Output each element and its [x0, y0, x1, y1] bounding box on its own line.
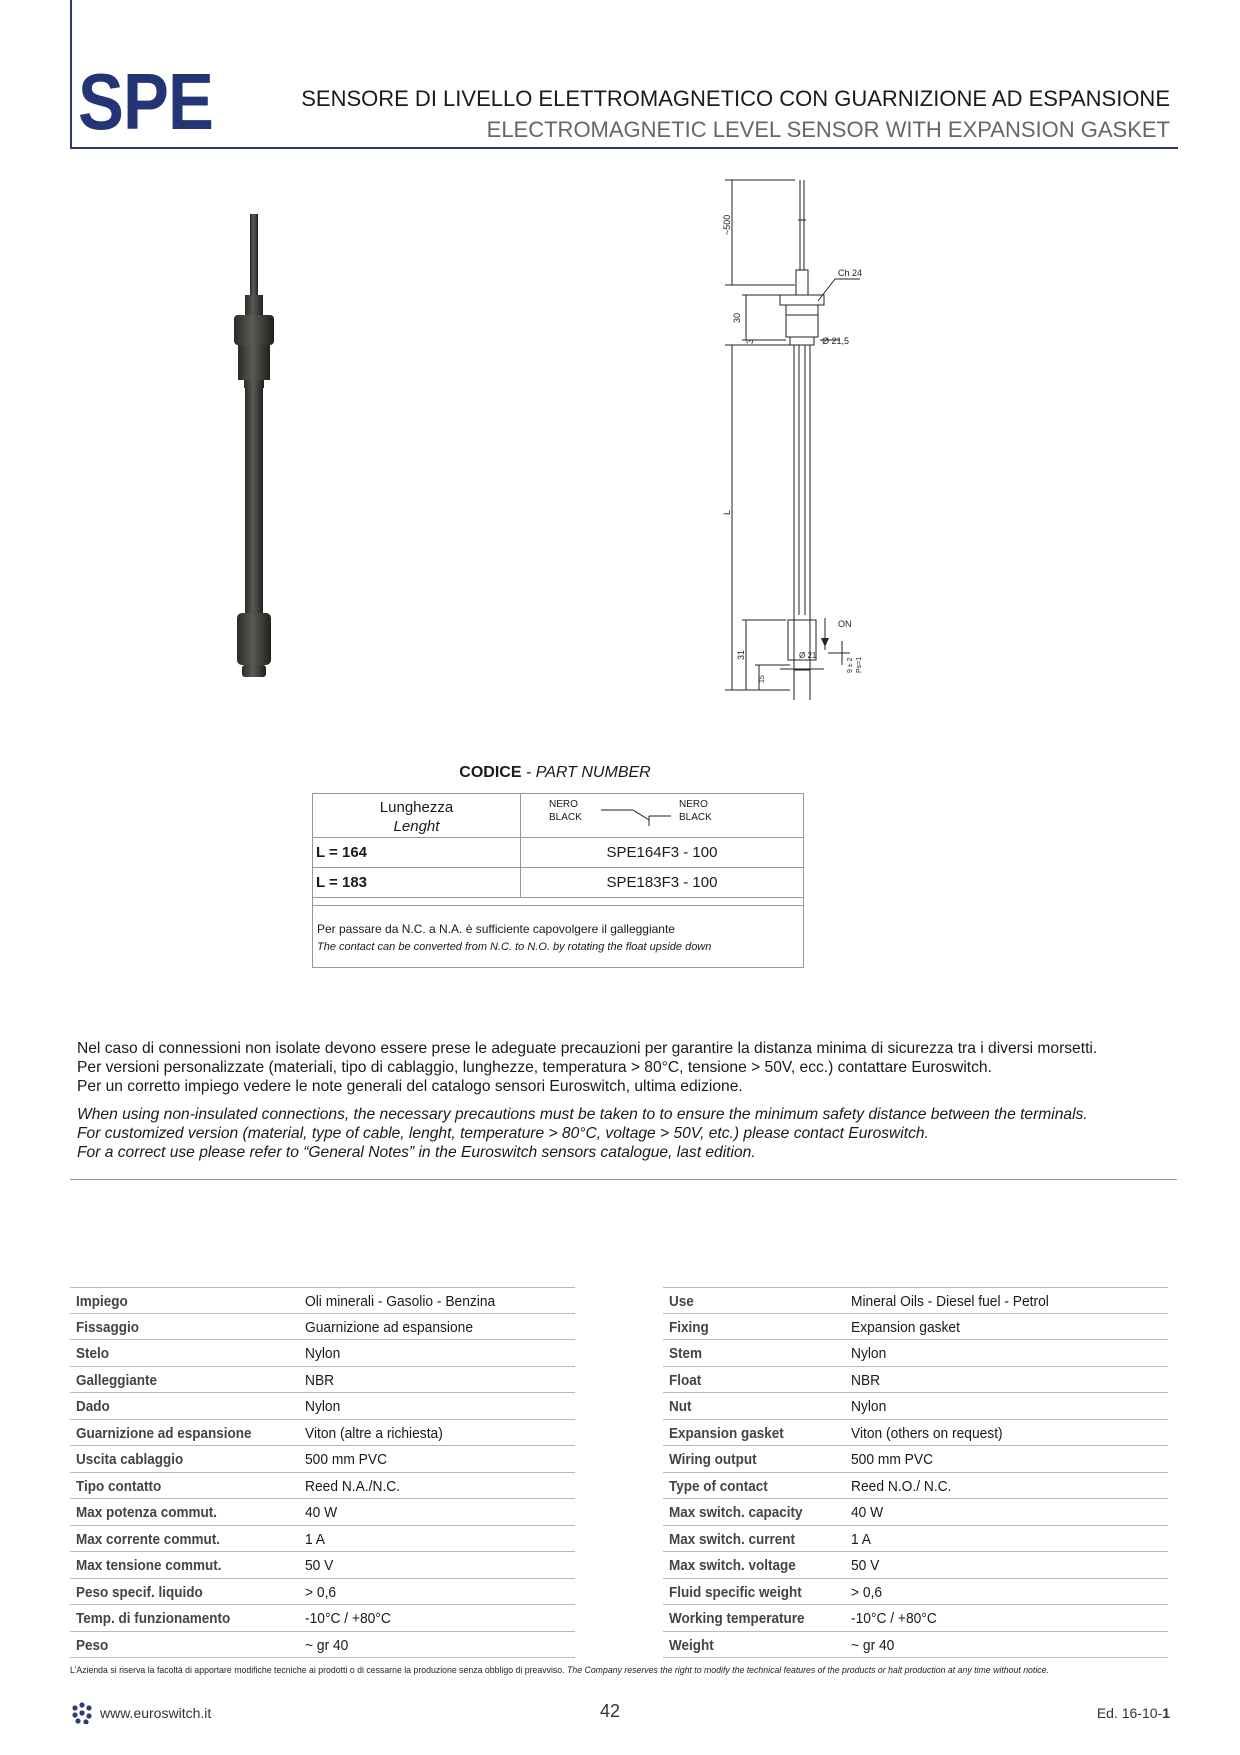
wiring-header [521, 794, 803, 837]
spec-label: Type of contact [669, 1477, 768, 1495]
spec-value: 40 W [305, 1504, 338, 1521]
spec-value: Oli minerali - Gasolio - Benzina [305, 1293, 496, 1310]
spec-label: Galleggiante [76, 1371, 158, 1389]
table-row [313, 838, 803, 868]
spec-value: Nylon [851, 1345, 887, 1362]
spec-label: Temp. di funzionamento [76, 1610, 231, 1627]
spec-label: Max corrente commut. [76, 1530, 221, 1548]
spec-row [70, 1393, 575, 1420]
spec-value: Viton (others on request) [851, 1424, 1003, 1442]
spec-label: Nut [669, 1398, 692, 1415]
length-header-en: Lenght [393, 818, 440, 835]
spec-label: Stem [669, 1345, 703, 1362]
spec-label: Working temperature [669, 1610, 805, 1627]
spec-value: 500 mm PVC [305, 1451, 388, 1468]
spec-row [663, 1446, 1168, 1473]
spec-label: Fixing [669, 1318, 709, 1336]
spec-label: Tipo contatto [76, 1477, 162, 1495]
spec-label: Stelo [76, 1345, 110, 1362]
spec-row [70, 1340, 575, 1367]
spec-value: 50 V [305, 1557, 334, 1574]
part-number-heading [310, 764, 800, 782]
spec-value: 500 mm PVC [851, 1451, 934, 1468]
conversion-note [313, 906, 803, 956]
spec-row [663, 1393, 1168, 1420]
spec-value: 1 A [305, 1530, 325, 1548]
spec-row [663, 1526, 1168, 1553]
header-rule [70, 147, 1178, 149]
note-line: For a correct use please refer to “General Notes” in the Euroswitch sensors catalogue, last edition. [77, 1144, 756, 1161]
spec-label: Guarnizione ad espansione [76, 1424, 252, 1442]
part-number-heading-bold: CODICE [459, 764, 522, 781]
spec-value: -10°C / +80°C [305, 1610, 391, 1627]
spec-row [70, 1552, 575, 1579]
note-line: Per un corretto impiego vedere le note generali del catalogo sensori Euroswitch, ultima edizione. [77, 1078, 743, 1095]
spec-value: > 0,6 [851, 1583, 883, 1601]
spec-label: Dado [76, 1398, 110, 1415]
part-code: SPE183F3 - 100 [606, 874, 718, 891]
ps-label: Ps=1 [856, 656, 863, 673]
on-label: ON [838, 619, 852, 629]
wire-left-label-1: NERO [549, 799, 578, 810]
dim-9-label: 9 ± 2 [847, 657, 854, 673]
edition-label [1097, 1705, 1170, 1721]
conversion-note-it: Per passare da N.C. a N.A. è sufficiente capovolgere il galleggiante [317, 922, 675, 936]
length-header-it: Lunghezza [379, 799, 454, 816]
notes-english [77, 1105, 1177, 1162]
product-photo [220, 210, 290, 685]
hex-label: Ch 24 [838, 268, 863, 278]
specs-table-italian [70, 1287, 575, 1658]
wire-left-label-2: BLACK [549, 812, 582, 823]
spec-label: Max potenza commut. [76, 1504, 218, 1521]
spec-value: Reed N.O./ N.C. [851, 1477, 952, 1495]
spec-value: 1 A [851, 1530, 871, 1548]
spec-label: Impiego [76, 1293, 128, 1310]
edition-prefix: Ed. 16-10- [1096, 1705, 1163, 1721]
spec-row [663, 1340, 1168, 1367]
spec-label: Peso [76, 1636, 109, 1654]
spec-label: Uscita cablaggio [76, 1451, 184, 1468]
wire-right-label-2: BLACK [679, 812, 712, 823]
note-line: For customized version (material, type of cable, lenght, temperature > 80°C, voltage > 50V, etc.) please contact Euroswitch. [77, 1125, 929, 1142]
spec-label: Float [669, 1371, 702, 1389]
disclaimer [70, 1665, 1049, 1676]
specs-table-english [663, 1287, 1168, 1658]
stem-diameter-label: Ø 21,5 [822, 336, 850, 346]
spec-label: Peso specif. liquido [76, 1583, 203, 1601]
spec-row [70, 1446, 575, 1473]
length-value: L = 164 [313, 838, 521, 867]
euroswitch-logo-icon [70, 1702, 96, 1724]
note-line: Nel caso di connessioni non isolate devono essere prese le adeguate precauzioni per garantire la distanza minima di sicurezza tra i diversi morsetti. [77, 1040, 1098, 1057]
spec-row [70, 1473, 575, 1500]
spec-value: Mineral Oils - Diesel fuel - Petrol [851, 1293, 1049, 1310]
spec-label: Wiring output [669, 1451, 757, 1468]
notes-italian [77, 1039, 1177, 1096]
title-italian: SENSORE DI LIVELLO ELETTROMAGNETICO CON GUARNIZIONE AD ESPANSIONE [301, 86, 1170, 111]
product-code-title: SPE [78, 57, 214, 146]
spec-value: Nylon [305, 1398, 341, 1415]
table-header-row [313, 794, 803, 838]
spec-value: Nylon [851, 1398, 887, 1415]
spec-row [70, 1499, 575, 1526]
note-line: When using non-insulated connections, the necessary precautions must be taken to to ensure the minimum safety distance between the terminals. [77, 1106, 1088, 1123]
part-number-table [312, 793, 804, 968]
length-header [313, 794, 521, 837]
length-label: L [722, 509, 732, 515]
switch-symbol [601, 808, 671, 828]
disclaimer-en: The Company reserves the right to modify the technical features of the products or halt production at any time without notice. [567, 1665, 1049, 1676]
spec-value: Viton (altre a richiesta) [305, 1424, 443, 1442]
spec-label: Weight [669, 1636, 714, 1654]
spec-row [663, 1473, 1168, 1500]
spec-value: Reed N.A./N.C. [305, 1477, 401, 1495]
spec-row [663, 1552, 1168, 1579]
spec-row [663, 1579, 1168, 1606]
disclaimer-it: L’Azienda si riserva la facoltà di apportare modifiche tecniche ai prodotti o di cessarne la produzione senza obbligo di preavviso. [70, 1665, 568, 1676]
spec-label: Expansion gasket [669, 1424, 784, 1442]
page-number: 42 [600, 1701, 621, 1721]
spec-row [663, 1605, 1168, 1632]
dim-31-label: 31 [736, 649, 746, 660]
spec-value: Nylon [305, 1345, 341, 1362]
spec-label: Max switch. voltage [669, 1557, 796, 1574]
length-value: L = 183 [313, 868, 521, 897]
conversion-note-en: The contact can be converted from N.C. to N.O. by rotating the float upside down [317, 941, 712, 953]
spec-row [70, 1367, 575, 1394]
part-code: SPE164F3 - 100 [606, 844, 718, 861]
spec-value: Guarnizione ad espansione [305, 1318, 474, 1336]
spec-row [663, 1632, 1168, 1659]
title-english: ELECTROMAGNETIC LEVEL SENSOR WITH EXPANSION GASKET [486, 117, 1170, 142]
spec-label: Max switch. capacity [669, 1504, 803, 1521]
spec-row [70, 1632, 575, 1659]
spec-value: NBR [305, 1371, 335, 1389]
dim-cable-label: ~500 [722, 214, 732, 235]
spec-value: 50 V [851, 1557, 880, 1574]
dim-3-label: 3 [745, 338, 755, 344]
spec-label: Max switch. current [669, 1530, 796, 1548]
spec-value: Expansion gasket [851, 1318, 960, 1336]
spec-label: Use [669, 1293, 694, 1310]
float-diameter-label: Ø 21 [799, 651, 817, 660]
spec-row [663, 1420, 1168, 1447]
spec-row [70, 1420, 575, 1447]
spec-row [70, 1526, 575, 1553]
spec-row [70, 1605, 575, 1632]
edition-suffix: 1 [1162, 1705, 1170, 1721]
spec-value: -10°C / +80°C [851, 1610, 937, 1627]
spec-value: ~ gr 40 [305, 1636, 349, 1654]
spec-value: NBR [851, 1371, 881, 1389]
spec-row [70, 1287, 575, 1314]
spec-row [70, 1579, 575, 1606]
spec-label: Fissaggio [76, 1318, 140, 1336]
part-number-heading-italic: - PART NUMBER [521, 764, 651, 781]
spec-value: > 0,6 [305, 1583, 337, 1601]
dim-30-label: 30 [732, 312, 742, 323]
wire-right-label-1: NERO [679, 799, 708, 810]
table-row [313, 868, 803, 898]
note-line: Per versioni personalizzate (materiali, tipo di cablaggio, lunghezze, temperatura > 80°C, tensione > 50V, ecc.) contattare Euroswitch. [77, 1059, 992, 1076]
spec-row [663, 1314, 1168, 1341]
spec-value: 40 W [851, 1504, 884, 1521]
header-vertical-rule [70, 0, 72, 148]
spec-value: ~ gr 40 [851, 1636, 895, 1654]
spec-row [70, 1314, 575, 1341]
spec-row [663, 1367, 1168, 1394]
spec-row [663, 1287, 1168, 1314]
dim-15-label: 15 [759, 675, 766, 683]
spec-label: Fluid specific weight [669, 1583, 802, 1601]
table-spacer-row [313, 898, 803, 906]
spec-row [663, 1499, 1168, 1526]
spec-label: Max tensione commut. [76, 1557, 222, 1574]
section-divider [70, 1179, 1177, 1180]
website-link[interactable]: www.euroswitch.it [100, 1705, 212, 1721]
technical-drawing [720, 175, 880, 700]
